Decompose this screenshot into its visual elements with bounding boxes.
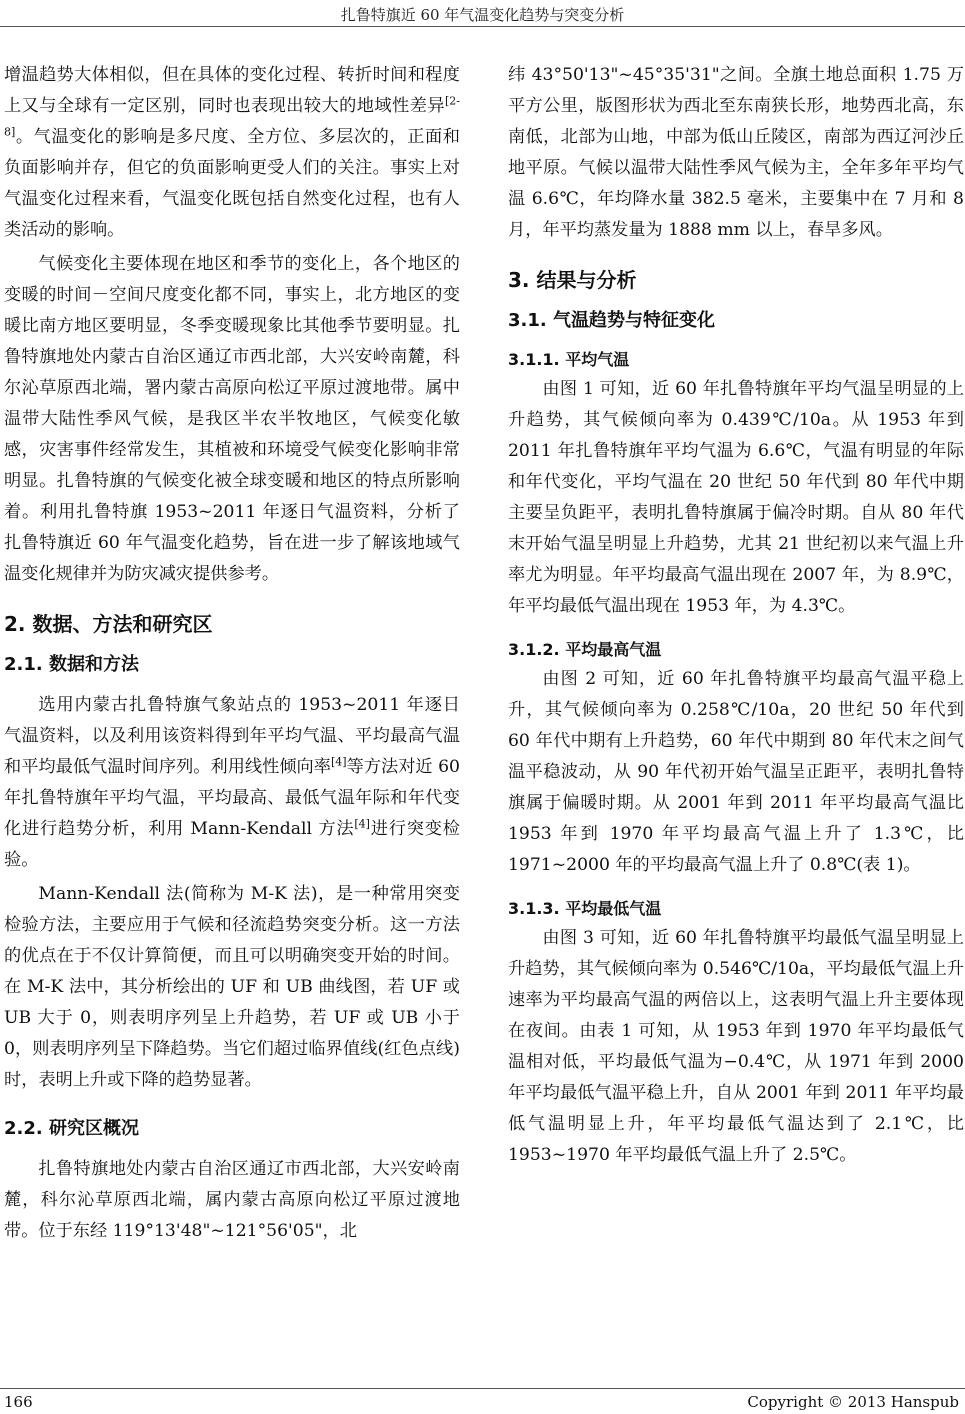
intro-text-a: 增温趋势大体相似，但在具体的变化过程、转折时间和程度上又与全球有一定区别，同时也表现出较大的地域性差异 [4, 65, 460, 116]
citation-ref: [4] [354, 817, 370, 831]
max-temperature-paragraph: 由图 2 可知，近 60 年扎鲁特旗平均最高气温平稳上升，其气候倾向率为 0.258℃/10a，20 世纪 50 年代到 60 年代中期有上升趋势，60 年代中期到 80 年代末之间气温平稳波动，从 90 年代初开始气温呈正距平，表明扎鲁特旗属于偏暖时期。从 2001 年到 2011 年平均最高气温比 1953 年到 1970 年平均最高气温上升了 1.3℃，比 1971~2000 年的平均最高气温上升了 0.8℃(表 1)。 [508, 669, 964, 875]
intro-paragraph-1 [4, 60, 460, 246]
header-rule [0, 26, 965, 27]
section-3-1-2-heading: 3.1.2. 平均最高气温 [508, 640, 662, 659]
section-3-1-1-heading: 3.1.1. 平均气温 [508, 350, 630, 369]
data-methods-paragraph [4, 690, 460, 876]
section-3-1-heading: 3.1. 气温趋势与特征变化 [508, 310, 715, 331]
left-column [4, 60, 460, 1247]
data-text-b: 等方法对近 60 年扎鲁特旗年平均气温，平均最高、最低气温年际和年代变化进行趋势分析，利用 Mann-Kendall 方法 [4, 757, 460, 839]
section-2-heading: 2. 数据、方法和研究区 [4, 612, 213, 636]
page-number: 166 [4, 1393, 33, 1411]
intro-paragraph-2: 气候变化主要体现在地区和季节的变化上，各个地区的变暖的时间－空间尺度变化都不同，事实上，北方地区的变暖比南方地区要明显，冬季变暖现象比其他季节要明显。扎鲁特旗地处内蒙古自治区通辽市西北部，大兴安岭南麓，科尔沁草原西北端，署内蒙古高原向松辽平原过渡地带。属中温带大陆性季风气候，是我区半农半牧地区，气候变化敏感，灾害事件经常发生，其植被和环境受气候变化影响非常明显。扎鲁特旗的气候变化被全球变暖和地区的特点所影响着。利用扎鲁特旗 1953~2011 年逐日气温资料，分析了扎鲁特旗近 60 年气温变化趋势，旨在进一步了解该地域气温变化规律并为防灾减灾提供参考。 [4, 254, 460, 584]
data-text-c: 进行突变检验。 [4, 819, 460, 870]
data-text-a: 选用内蒙古扎鲁特旗气象站点的 1953~2011 年逐日气温资料，以及利用该资料得到年平均气温、平均最高气温和平均最低气温时间序列。利用线性倾向率 [4, 695, 460, 777]
intro-text-b: 。气温变化的影响是多尺度、全方位、多层次的，正面和负面影响并存，但它的负面影响更受人们的关注。事实上对气温变化过程来看，气温变化既包括自然变化过程，也有人类活动的影响。 [4, 127, 460, 240]
min-temperature-paragraph: 由图 3 可知，近 60 年扎鲁特旗平均最低气温呈明显上升趋势，其气候倾向率为 0.546℃/10a，平均最低气温上升速率为平均最高气温的两倍以上，这表明气温上升主要体现在夜间。由表 1 可知，从 1953 年到 1970 年平均最低气温相对低，平均最低气温为−0.4℃，从 1971 年到 2000 年平均最低气温平稳上升，自从 2001 年到 2011 年平均最低气温明显上升，年平均最低气温达到了 2.1℃，比 1953~1970 年平均最低气温上升了 2.5℃。 [508, 928, 964, 1165]
mean-temperature-paragraph: 由图 1 可知，近 60 年扎鲁特旗年平均气温呈明显的上升趋势，其气候倾向率为 0.439℃/10a。从 1953 年到 2011 年扎鲁特旗年平均气温为 6.6℃，气温有明显的年际和年代变化，平均气温在 20 世纪 50 年代到 80 年代中期主要呈负距平，表明扎鲁特旗属于偏冷时期。自从 80 年代末开始气温呈明显上升趋势，尤其 21 世纪初以来气温上升率尤为明显。年平均最高气温出现在 2007 年，为 8.9℃，年平均最低气温出现在 1953 年，为 4.3℃。 [508, 379, 964, 616]
section-2-1-heading: 2.1. 数据和方法 [4, 654, 139, 675]
footer-rule [0, 1388, 965, 1389]
section-3-1-3-heading: 3.1.3. 平均最低气温 [508, 899, 662, 918]
study-area-paragraph-continued: 纬 43°50'13"~45°35'31"之间。全旗土地总面积 1.75 万平方公里，版图形状为西北至东南狭长形，地势西北高，东南低，北部为山地，中部为低山丘陵区，南部为西辽河沙丘地平原。气候以温带大陆性季风气候为主，全年多年平均气温 6.6℃，年均降水量 382.5 毫米，主要集中在 7 月和 8 月，年平均蒸发量为 1888 mm 以上，春旱多风。 [508, 65, 964, 240]
right-column [508, 60, 964, 1171]
copyright-notice: Copyright © 2013 Hanspub [747, 1393, 959, 1411]
section-3-heading: 3. 结果与分析 [508, 268, 637, 292]
citation-ref: [4] [330, 755, 347, 769]
study-area-paragraph: 扎鲁特旗地处内蒙古自治区通辽市西北部，大兴安岭南麓，科尔沁草原西北端，属内蒙古高原向松辽平原过渡地带。位于东经 119°13'48"~121°56'05"，北 [4, 1159, 460, 1241]
citation-ref: [2-8] [4, 94, 460, 139]
running-header: 扎鲁特旗近 60 年气温变化趋势与突变分析 [340, 6, 625, 24]
section-2-2-heading: 2.2. 研究区概况 [4, 1118, 139, 1139]
mk-method-paragraph: Mann-Kendall 法(简称为 M-K 法)，是一种常用突变检验方法，主要应用于气候和径流趋势突变分析。这一方法的优点在于不仅计算简便，而且可以明确突变开始的时间。在 M-K 法中，其分析绘出的 UF 和 UB 曲线图，若 UF 或 UB 大于 0，则表明序列呈上升趋势，若 UF 或 UB 小于 0，则表明序列呈下降趋势。当它们超过临界值线(红色点线)时，表明上升或下降的趋势显著。 [4, 884, 460, 1090]
